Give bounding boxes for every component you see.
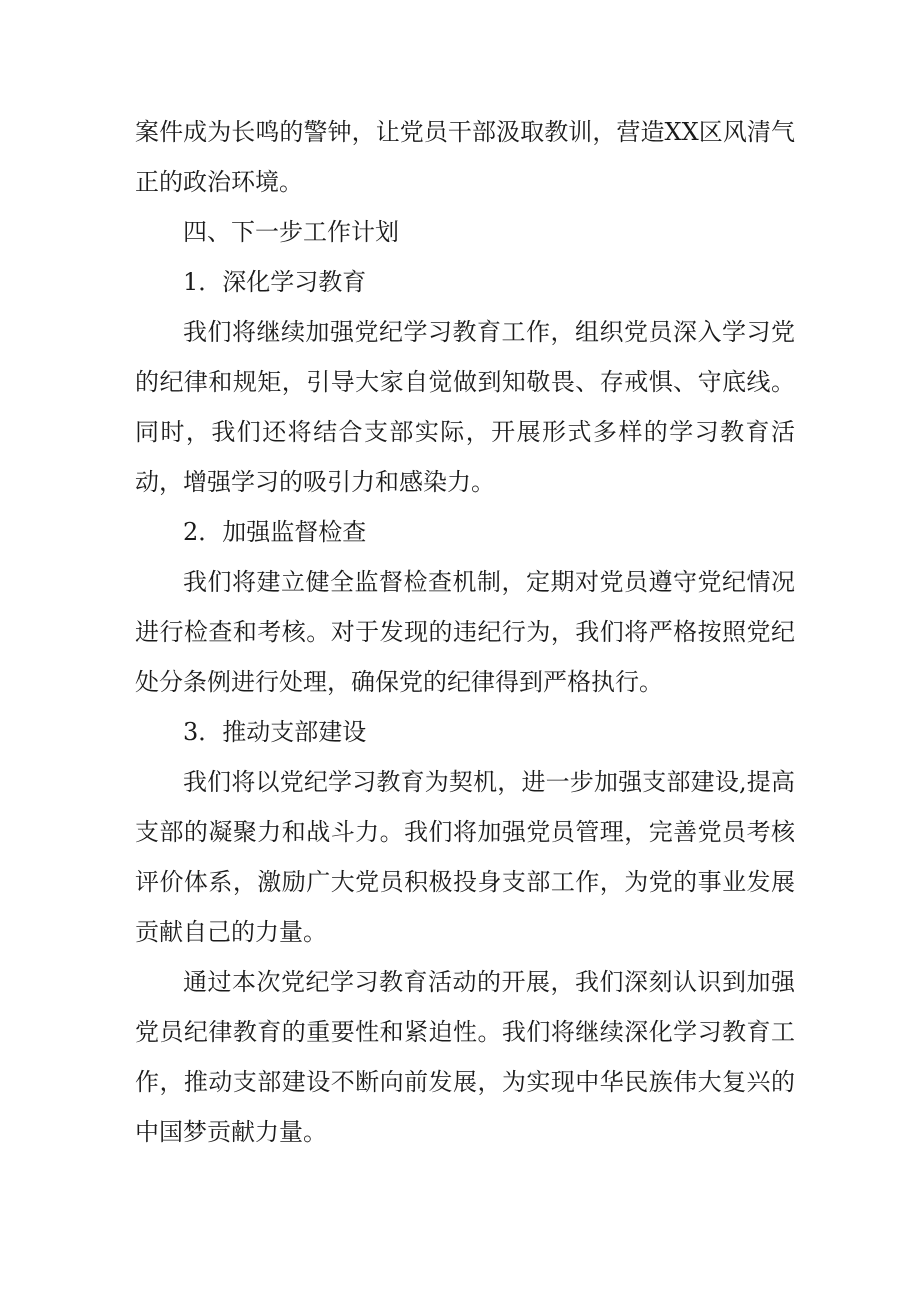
paragraph-conclusion: 通过本次党纪学习教育活动的开展，我们深刻认识到加强党员纪律教育的重要性和紧迫性。我们将继续深化学习教育工作，推动支部建设不断向前发展，为实现中华民族伟大复兴的中国梦贡献力量。 [135, 968, 795, 1146]
paragraph-continuation: 案件成为长鸣的警钟，让党员干部汲取教训，营造XX区风清气正的政治环境。 [135, 118, 795, 196]
paragraph-branch-building: 我们将以党纪学习教育为契机，进一步加强支部建设,提高支部的凝聚力和战斗力。我们将加强党员管理，完善党员考核评价体系，激励广大党员积极投身支部工作，为党的事业发展贡献自己的力量。 [135, 768, 795, 946]
subheading-deepen-study: 1．深化学习教育 [183, 268, 367, 296]
paragraph-deepen-study: 我们将继续加强党纪学习教育工作，组织党员深入学习党的纪律和规矩，引导大家自觉做到知敬畏、存戒惧、守底线。同时，我们还将结合支部实际，开展形式多样的学习教育活动，增强学习的吸引力和感染力。 [135, 318, 795, 496]
subheading-branch-building: 3．推动支部建设 [183, 718, 367, 746]
paragraph-supervision: 我们将建立健全监督检查机制，定期对党员遵守党纪情况进行检查和考核。对于发现的违纪行为，我们将严格按照党纪处分条例进行处理，确保党的纪律得到严格执行。 [135, 568, 795, 696]
document-body [135, 107, 795, 1157]
section-heading-next-steps: 四、下一步工作计划 [183, 218, 399, 246]
subheading-supervision: 2．加强监督检查 [183, 518, 367, 546]
